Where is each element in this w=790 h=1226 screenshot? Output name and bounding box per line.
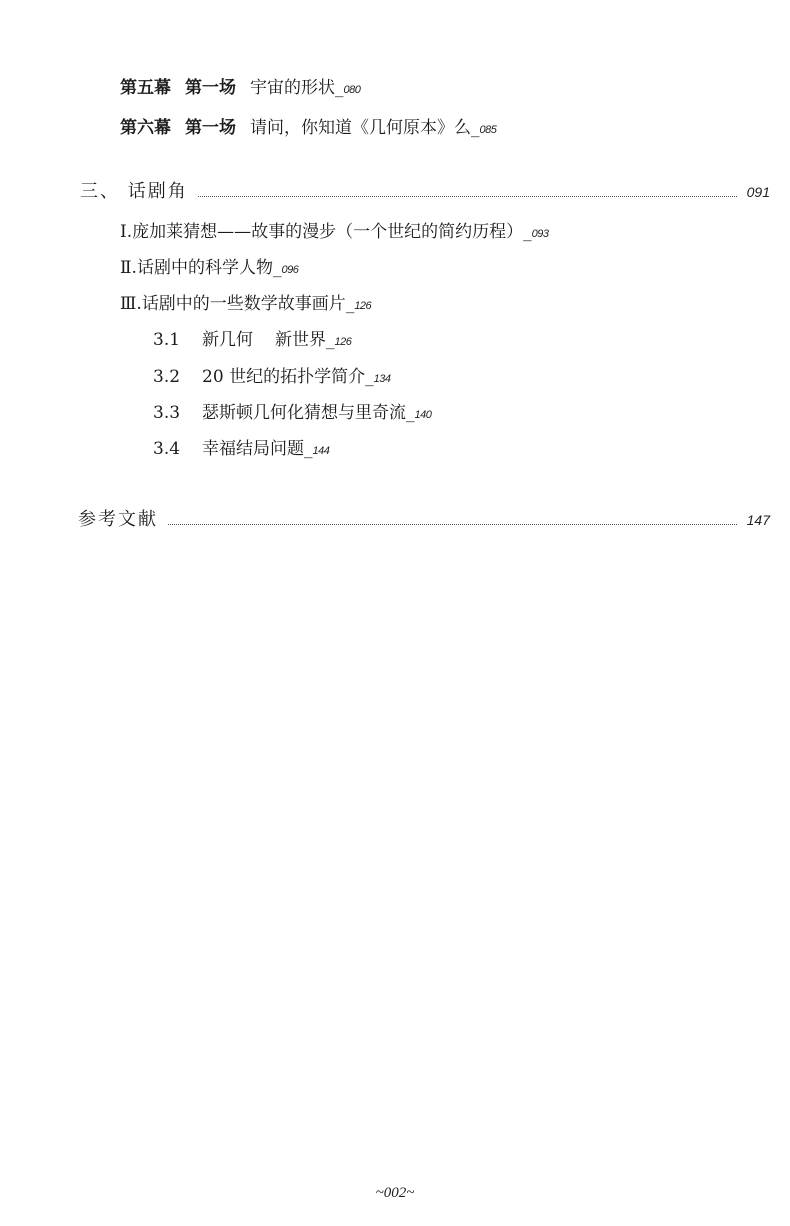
subsection-number: 3.1	[153, 330, 181, 350]
scene-label: 第一场	[185, 78, 236, 98]
entry-title-part-b: 新世界	[275, 330, 327, 350]
subsection-number: 3.2	[153, 367, 181, 387]
section-page-number: 091	[746, 184, 770, 200]
entry-title: 庞加莱猜想——故事的漫步（一个世纪的简约历程）	[132, 222, 524, 242]
entry-title: 话剧中的科学人物	[136, 258, 273, 278]
toc-entry-3-1: 3.1 新几何 新世界_126	[153, 330, 352, 350]
toc-entry-part3: Ⅲ.话剧中的一些数学故事画片_126	[120, 294, 372, 314]
page-number: 085	[479, 124, 497, 136]
page-number: 093	[531, 228, 549, 240]
part-numeral: Ⅱ.	[120, 258, 137, 278]
part-numeral: Ⅰ.	[120, 222, 133, 242]
entry-title: 20 世纪的拓扑学简介	[202, 367, 366, 387]
toc-entry-scene6: 第六幕 第一场 请问，你知道《几何原本》么_085	[120, 118, 497, 138]
section-page-number: 147	[746, 512, 770, 528]
dot-leader	[168, 524, 737, 525]
entry-title-part-a: 新几何	[202, 330, 254, 350]
entry-title: 瑟斯顿几何化猜想与里奇流	[202, 403, 407, 423]
toc-entry-part2: Ⅱ.话剧中的科学人物_096	[120, 258, 299, 278]
entry-title: 宇宙的形状	[250, 78, 335, 98]
page-number: 096	[281, 264, 299, 276]
toc-entry-part1: Ⅰ.庞加莱猜想——故事的漫步（一个世纪的简约历程）_093	[120, 222, 549, 242]
entry-title: 话剧中的一些数学故事画片	[141, 294, 346, 314]
toc-entry-3-3: 3.3 瑟斯顿几何化猜想与里奇流_140	[153, 403, 432, 423]
scene-label: 第一场	[185, 118, 236, 138]
footer-page-number: ~002~	[375, 1185, 415, 1201]
act-label: 第六幕	[120, 118, 171, 138]
toc-entry-3-4: 3.4 幸福结局问题_144	[153, 439, 330, 459]
toc-entry-scene5: 第五幕 第一场 宇宙的形状_080	[120, 78, 361, 98]
toc-entry-3-2: 3.2 20 世纪的拓扑学简介_134	[153, 367, 391, 387]
toc-section-references	[78, 506, 770, 532]
page-number: 126	[354, 300, 372, 312]
act-label: 第五幕	[120, 78, 171, 98]
subsection-number: 3.4	[153, 439, 181, 459]
page-number: 144	[312, 445, 330, 457]
entry-title: 幸福结局问题	[202, 439, 305, 459]
entry-title: 请问，你知道《几何原本》么	[250, 118, 471, 138]
subsection-number: 3.3	[153, 403, 181, 423]
page-number: 140	[414, 409, 432, 421]
section-title: 参考文献	[78, 509, 158, 530]
part-numeral: Ⅲ.	[120, 294, 142, 314]
section-title: 三、 话剧角	[80, 181, 188, 202]
toc-section-drama	[80, 178, 770, 204]
page-number: 134	[373, 373, 391, 385]
page-number: 126	[334, 336, 352, 348]
dot-leader	[198, 196, 737, 197]
page-number: 080	[343, 84, 361, 96]
